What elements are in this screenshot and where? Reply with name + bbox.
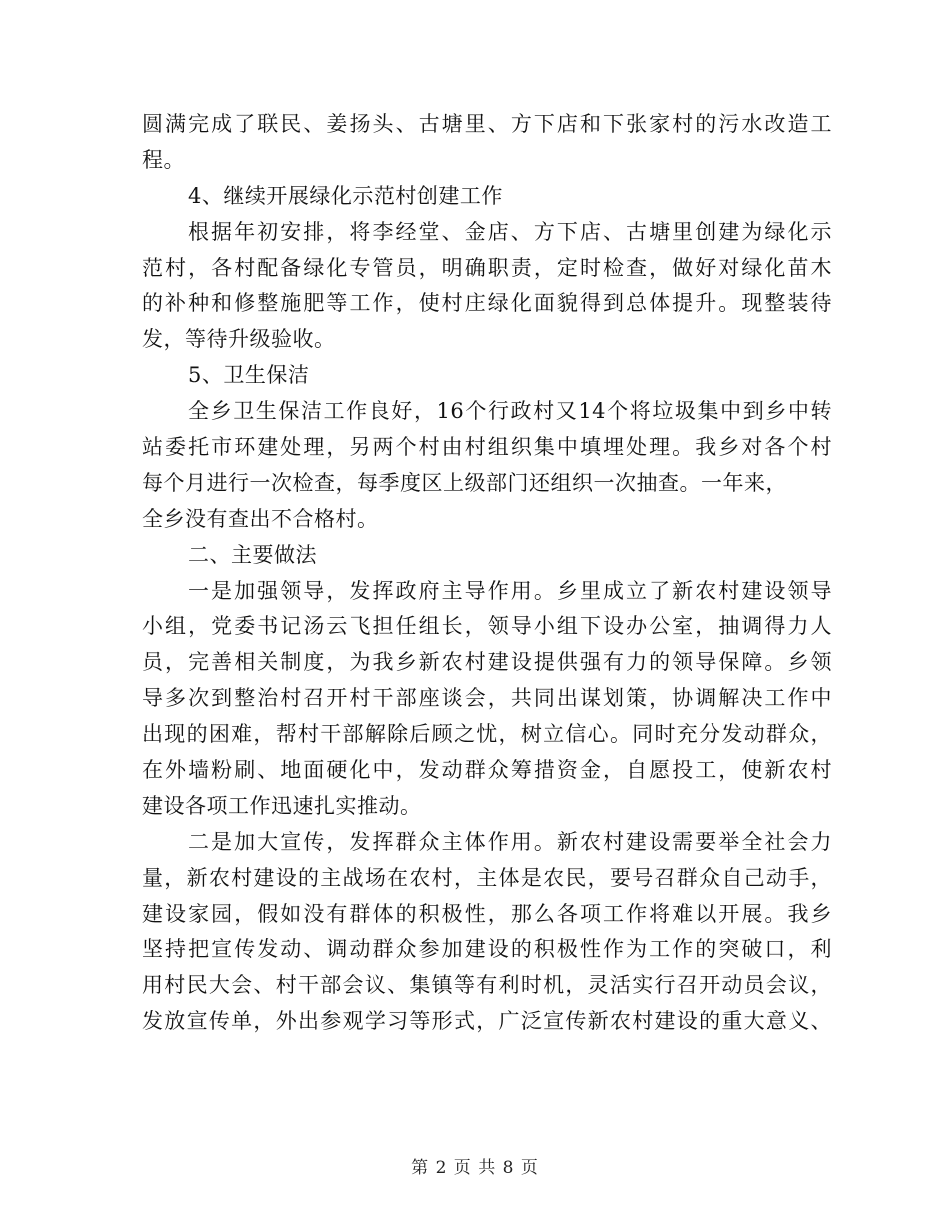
body-text-line: 坚持把宣传发动、调动群众参加建设的积极性作为工作的突破口，利 — [142, 937, 832, 962]
body-text-line: 二是加大宣传，发挥群众主体作用。新农村建设需要举全社会力 — [188, 829, 832, 854]
body-text-line: 出现的困难，帮村干部解除后顾之忧，树立信心。同时充分发动群众， — [142, 722, 832, 747]
body-text-line: 5、卫生保洁 — [188, 363, 310, 388]
page-number-footer: 第 2 页 共 8 页 — [411, 1158, 539, 1178]
body-text-line: 圆满完成了联民、姜扬头、古塘里、方下店和下张家村的污水改造工 — [142, 112, 832, 136]
body-text-line: 发放宣传单，外出参观学习等形式，广泛宣传新农村建设的重大意义、 — [142, 1009, 832, 1034]
body-text-line: 4、继续开展绿化示范村创建工作 — [188, 183, 503, 208]
body-text-line: 二、主要做法 — [188, 542, 317, 567]
body-text-line: 发，等待升级验收。 — [142, 327, 336, 352]
body-text-line: 全乡卫生保洁工作良好，16个行政村又14个将垃圾集中到乡中转 — [188, 399, 832, 424]
body-text-line: 一是加强领导，发挥政府主导作用。乡里成立了新农村建设领导 — [188, 578, 832, 603]
body-text-line: 导多次到整治村召开村干部座谈会，共同出谋划策，协调解决工作中 — [142, 686, 832, 711]
body-text-line: 用村民大会、村干部会议、集镇等有利时机，灵活实行召开动员会议， — [142, 973, 832, 998]
body-text-line: 在外墙粉刷、地面硬化中，发动群众筹措资金，自愿投工，使新农村 — [142, 758, 832, 783]
document-body — [142, 107, 832, 1040]
body-text-line: 站委托市环建处理，另两个村由村组织集中填埋处理。我乡对各个村 — [142, 435, 832, 460]
body-text-line: 根据年初安排，将李经堂、金店、方下店、古塘里创建为绿化示 — [188, 219, 832, 244]
body-text-line: 量，新农村建设的主战场在农村，主体是农民，要号召群众自己动手， — [142, 865, 832, 890]
body-text-line: 每个月进行一次检查，每季度区上级部门还组织一次抽查。一年来， — [142, 470, 787, 495]
body-text-line: 小组，党委书记汤云飞担任组长，领导小组下设办公室，抽调得力人 — [142, 614, 832, 639]
body-text-line: 的补种和修整施肥等工作，使村庄绿化面貌得到总体提升。现整装待 — [142, 291, 832, 316]
body-text-line: 程。 — [142, 147, 185, 172]
body-text-line: 范村，各村配备绿化专管员，明确职责，定时检查，做好对绿化苗木 — [142, 255, 832, 280]
body-text-line: 员，完善相关制度，为我乡新农村建设提供强有力的领导保障。乡领 — [142, 650, 832, 675]
body-text-line: 建设家园，假如没有群体的积极性，那么各项工作将难以开展。我乡 — [142, 901, 832, 926]
body-text-line: 建设各项工作迅速扎实推动。 — [142, 793, 422, 818]
body-text-line: 全乡没有查出不合格村。 — [142, 506, 379, 531]
